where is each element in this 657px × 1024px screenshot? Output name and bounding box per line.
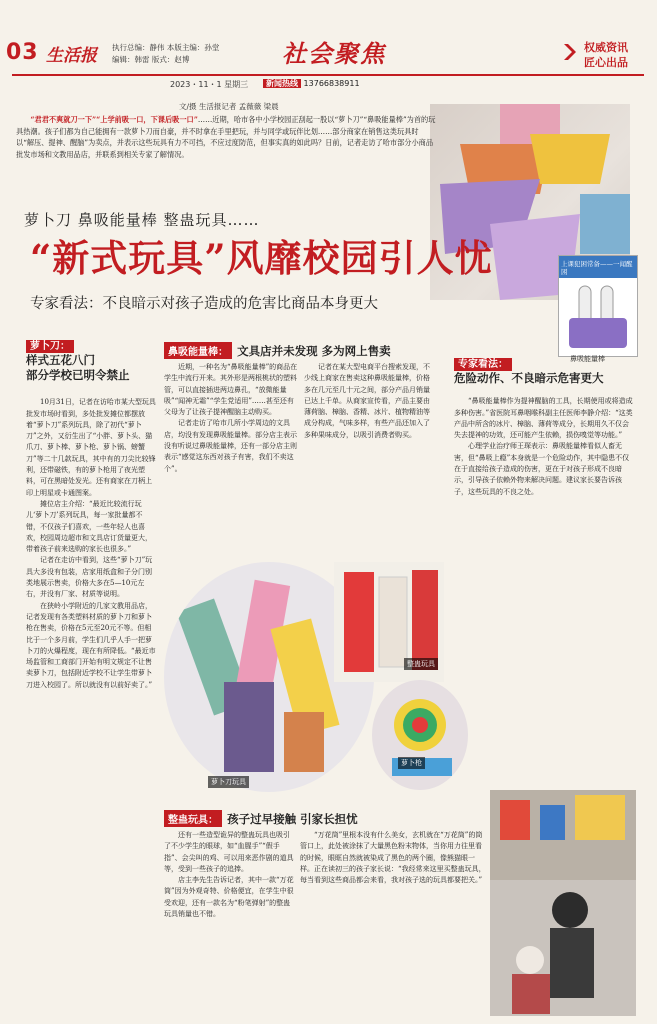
paragraph: 近期，一种名为“鼻吸能量棒”的商品在学生中流行开来。其外形是两根桃状的塑料管，可以直接插进两边鼻孔，“放微能量吸”“闻神无霜”“学生党适用”……甚至还有父母为了让孩子提神醒脑主动购买。 [164,363,298,417]
lead-quote: “君君不爽就刀一下”“上学前吸一口，下课后吸一口” [30,115,198,124]
paragraph: “万花筒”里根本没有什么美女，玄机就在“万花筒”的筒管口上，此处被涂抹了大量黑色粉末物体，当你用力往里看的时候，眼眶自然就被染成了黑色的两个圈，像熊猫眼一样。正在读初三的孩子家长说：“我经常来这里买整蛊玩具，每当看到这些商品都会来看，我对孩子选的玩具都要把关。” [300,831,486,885]
section-tag: 鼻吸能量棒： [164,342,232,359]
paragraph: 记者在某大型电商平台搜索发现，不少线上商家在售卖这种鼻吸能量棒，价格多在几元至几十元之间，部分产品月销量已达上千单。从商家宣传看，产品主要由薄荷脑、樟脑、香精、冰片、植物精油等成分构成，气味多样，有些产品还加入了多种果味成分，以吸引消费者购买。 [304,363,430,439]
editors [112,42,219,66]
paragraph: 10月31日，记者在访哈市某大型玩具批发市场时看到，多处批发摊位都摆放着“萝卜刀”系列玩具，除了初代“萝卜刀”之外，又衍生出了“小胖、萝卜头、猫爪刀、萝卜棒、萝卜枪、萝卜锅、螃蟹刀”等二十几款玩具，其中有的刀尖比较锋利，还带磁铁，有的萝卜枪用了夜光塑料，可在黑暗处发光。还有商家在刀柄上印上明星或卡通图案。 [26,398,156,497]
paragraph: 店主李先生告诉记者，其中一款“万花筒”因为外观奇特、价格便宜，在学生中很受欢迎，还有一款名为“粉笔弹射”的整蛊玩具销量也不错。 [164,876,294,919]
section-tag: 萝卜刀： [26,340,74,353]
gun-photo-art [372,680,468,790]
slogan-line-1: 权威资讯 [584,41,628,54]
section-head: 文具店并未发现 多为网上售卖 [237,344,391,358]
hotline [263,78,360,89]
page-number: 03 [6,40,39,65]
lead-text: ……近期，哈市各中小学校园正刮起一股以“萝卜刀”“鼻吸能量棒”为首的玩具热潮。孩子们都为自己能拥有一款萝卜刀而自豪，并不时拿在手里把玩，并与同学或玩伴比划……部分商家在销售这类玩具时以“解压、提神、醒脑”为卖点，并表示这些玩具有力不可挡，不应过度防范，但事实真的如此吗？日前，记者走访了哈市部分小商品批发市场和文教用品店，并联系到相关专家了解情况。 [16,115,436,159]
byline: 文/摄 生活报记者 孟薇薇 梁晨 [179,102,279,111]
shop-photo-art [490,790,636,1016]
gun-photo-caption: 萝卜枪 [398,757,425,769]
shoulder-head: 萝卜刀 鼻吸能量棒 整蛊玩具…… [24,211,260,229]
hotline-number: 13766838911 [303,79,360,88]
section-title: 社会聚焦 [282,40,386,68]
section-prank-col2 [300,830,486,1015]
paper-name: 生活报 [46,46,97,66]
slogan [584,40,628,70]
nasal-stick-inset [558,255,638,357]
paragraph: 记者在走访中看到，这些“萝卜刀”玩具大多没有包装，店家用纸盒和子分门别类地展示售卖，价格大多在5—10元左右，并没有厂家、材质等说明。 [26,556,153,599]
section-prank-col1 [164,830,294,1015]
section-expert [454,358,634,498]
paragraph: 在狭岭小学附近的几家文教用品店，记者发现有各类塑料材质的萝卜刀和萝卜枪在售卖，价格在5元至20元不等。但相比于一个多月前，学生们几乎人手一把萝卜刀的火爆程度，现在有所降低。“最近市场监管和工商部门开始有明文规定不让售卖萝卜刀，包括附近学校不让学生带萝卜刀进入校园了。所以就没有以前好卖了。” [26,601,156,689]
section-head: 样式五花八门 [26,353,95,368]
section-head: 部分学校已明令禁止 [26,368,130,383]
paragraph: 摊位店主介绍：“最近比较流行玩儿‘萝卜刀’系列玩具，每一家批量都不错，不仅孩子们喜欢，一些年轻人也喜欢，校园周边超市和文具店订货量更大，带着孩子前来选购的家长也很多。” [26,499,152,554]
section-tag: 专家看法： [454,358,512,371]
section-carrot-knife [26,340,156,691]
lead-paragraph [16,114,436,160]
subhead: 专家看法：不良暗示对孩子造成的危害比商品本身更大 [30,296,378,312]
paragraph: 还有一些造型诡异的整蛊玩具也吸引了不少学生的眼球，如“血腥手”“假手指”、会尖叫的鸡、可以用来恶作剧的道具等，受到一些孩子的追捧。 [164,831,294,873]
headline: “新式玩具”风靡校园引人忧 [30,236,493,280]
section-head: 孩子过早接触 引家长担忧 [227,812,358,826]
inset-caption-top: 上课犯困常备——一闻醒困 [561,260,633,276]
toys-photo-caption: 萝卜刀玩具 [208,776,249,788]
section-nasal-stick-col2 [304,362,436,557]
paragraph: 记者走访了哈市几所小学周边的文具店，均没有发现鼻吸能量棒。部分店主表示没有听说过鼻吸能量棒，还有一部分店主则表示“感觉这东西对孩子有害，我们不卖这个”。 [164,419,297,473]
editors-line-1: 执行总编：静伟 本版主编：孙堂 [112,43,220,52]
section-tag: 整蛊玩具： [164,810,222,827]
date: 2023・11・1 星期三 [170,80,249,89]
gun-photo [372,680,468,790]
inset-caption: 鼻吸能量棒 [570,355,605,363]
hotline-label: 新闻热线 [263,79,301,88]
header-rule [12,74,644,76]
prank-photo-caption: 整蛊玩具 [404,658,438,670]
paragraph: “鼻吸能量棒作为提神醒脑的工具，长期使用或将造成多种伤害。”省医院耳鼻咽喉科副主任医师李静介绍：“这类产品中所含的冰片、樟脑、薄荷等成分，长期用久不仅会失去提神的功效，还可能产生依赖，损伤嗅觉等功能。” [454,397,633,440]
chevron-icon [562,42,580,62]
editors-line-2: 编辑：韩雷 版式：赵博 [112,55,190,64]
section-nasal-stick-head [164,340,444,359]
section-prank-head [164,808,444,827]
paragraph: 心理学业治疗师王琛表示：鼻吸能量棒看似人畜无害，但“鼻吸上瘾”本身就是一个危险动作，其中隐患不仅在于直接给孩子造成的伤害，更在于对孩子形成不良暗示，引导孩子依赖外物来解决问题。建议家长要告诉孩子，这些玩具的不良之处。 [454,442,630,496]
slogan-line-2: 匠心出品 [584,56,628,69]
section-nasal-stick-col1 [164,362,298,557]
shop-photo [490,790,636,1016]
section-head: 危险动作、不良暗示危害更大 [454,371,604,386]
